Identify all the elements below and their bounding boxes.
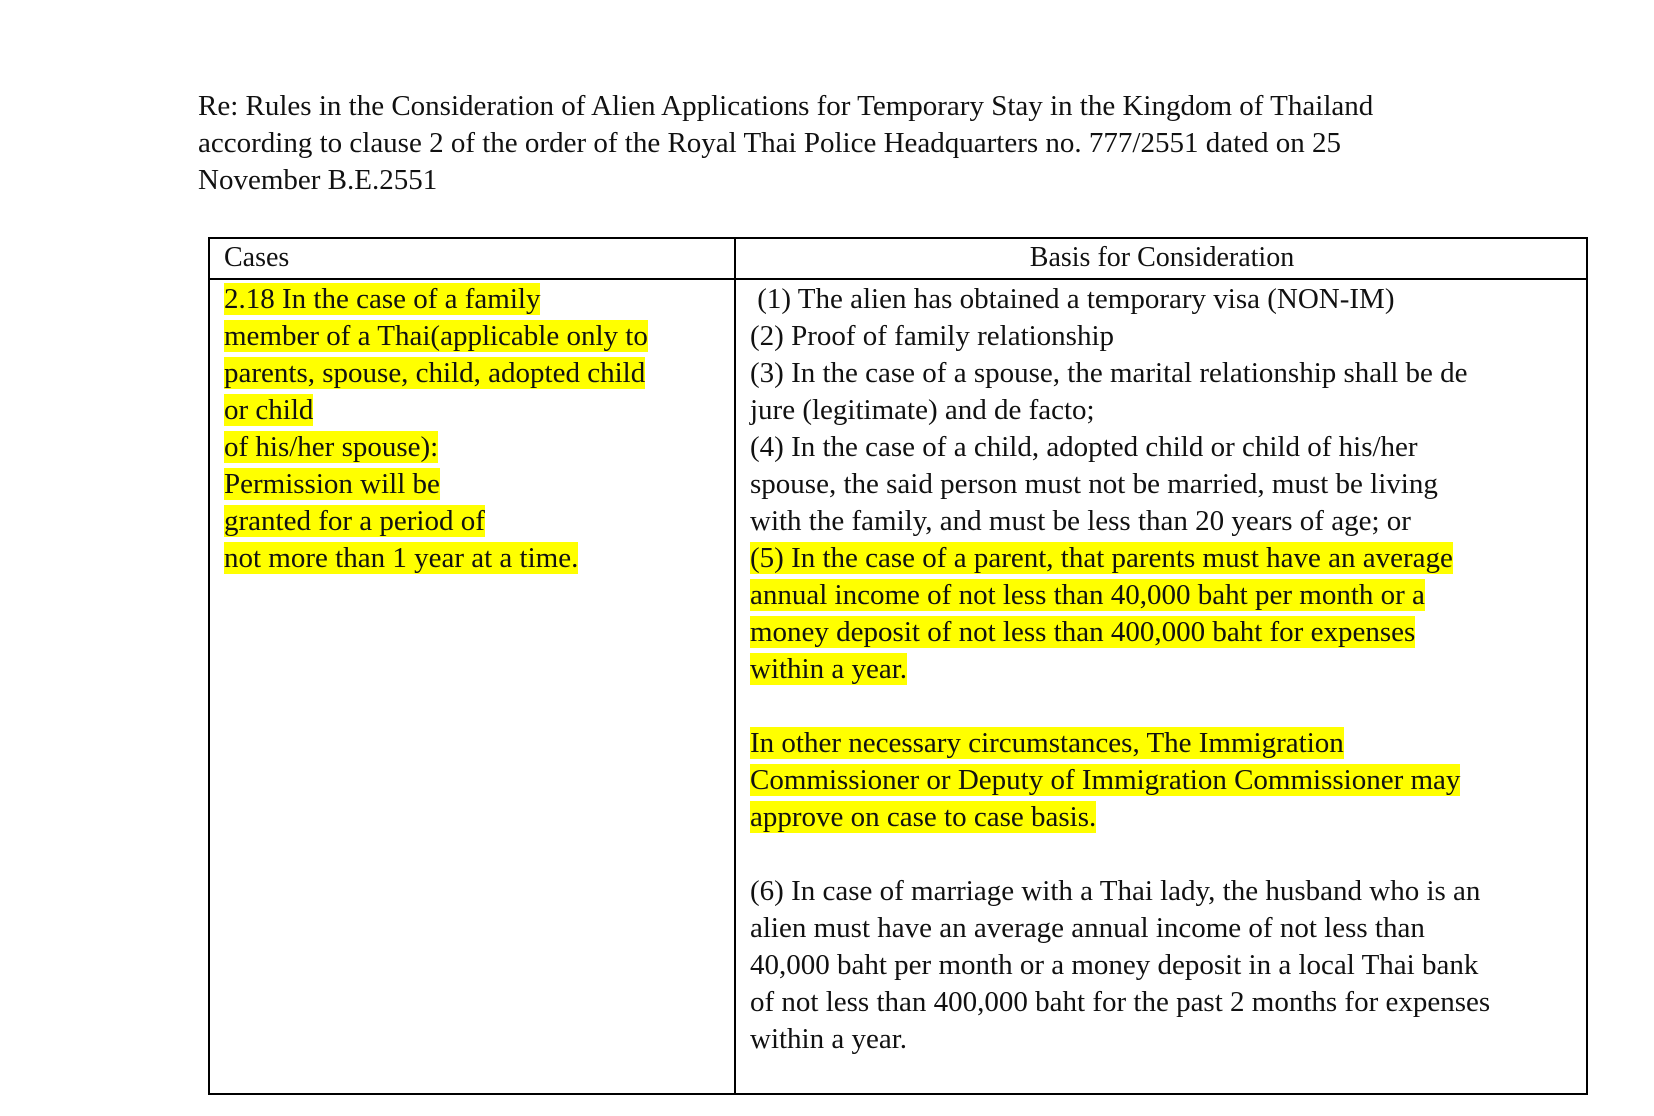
basis-item-6-line: 40,000 baht per month or a money deposit in a local Thai bank [750,949,1479,981]
paragraph-gap [750,836,1580,873]
basis-item-6-line: (6) In case of marriage with a Thai lady, the husband who is an [750,875,1481,907]
column-divider [734,239,736,1093]
basis-item-4-line: spouse, the said person must not be married, must be living [750,468,1438,500]
paragraph-gap [750,688,1580,725]
cases-cell [224,281,724,577]
basis-item-2: (2) Proof of family relationship [750,320,1115,352]
highlighted-text: granted for a period of [224,505,485,537]
basis-cell [750,281,1580,1058]
basis-other-line: approve on case to case basis. [750,801,1097,833]
basis-item-4-line: with the family, and must be less than 20 years of age; or [750,505,1411,537]
heading-line: November B.E.2551 [198,164,438,196]
highlighted-text: 2.18 In the case of a family [224,283,541,315]
basis-item-5-line: annual income of not less than 40,000 baht per month or a [750,579,1425,611]
basis-other-line: Commissioner or Deputy of Immigration Commissioner may [750,764,1461,796]
basis-other-line: In other necessary circumstances, The Immigration [750,727,1344,759]
highlighted-text: Permission will be [224,468,440,500]
basis-item-5-line: (5) In the case of a parent, that parents must have an average [750,542,1453,574]
basis-item-6-line: of not less than 400,000 baht for the past 2 months for expenses [750,986,1491,1018]
basis-item-5-line: within a year. [750,653,908,685]
document-heading [198,88,1598,199]
header-cases: Cases [224,242,290,273]
basis-item-1: (1) The alien has obtained a temporary visa (NON-IM) [750,283,1395,315]
header-divider [210,278,1586,280]
highlighted-text: of his/her spouse): [224,431,439,463]
highlighted-text: member of a Thai(applicable only to [224,320,648,352]
basis-item-4-line: (4) In the case of a child, adopted child or child of his/her [750,431,1418,463]
basis-item-6-line: alien must have an average annual income of not less than [750,912,1425,944]
highlighted-text: parents, spouse, child, adopted child [224,357,646,389]
basis-item-3-line: (3) In the case of a spouse, the marital relationship shall be de [750,357,1468,389]
basis-item-5-line: money deposit of not less than 400,000 baht for expenses [750,616,1416,648]
basis-item-3-line: jure (legitimate) and de facto; [750,394,1095,426]
basis-item-6-line: within a year. [750,1023,908,1055]
highlighted-text: not more than 1 year at a time. [224,542,579,574]
heading-line: according to clause 2 of the order of the Royal Thai Police Headquarters no. 777/2551 dated on 25 [198,127,1342,159]
highlighted-text: or child [224,394,314,426]
header-basis: Basis for Consideration [1029,242,1295,273]
heading-line: Re: Rules in the Consideration of Alien Applications for Temporary Stay in the Kingdom of Thailand [198,90,1374,122]
rules-table [208,237,1588,1095]
